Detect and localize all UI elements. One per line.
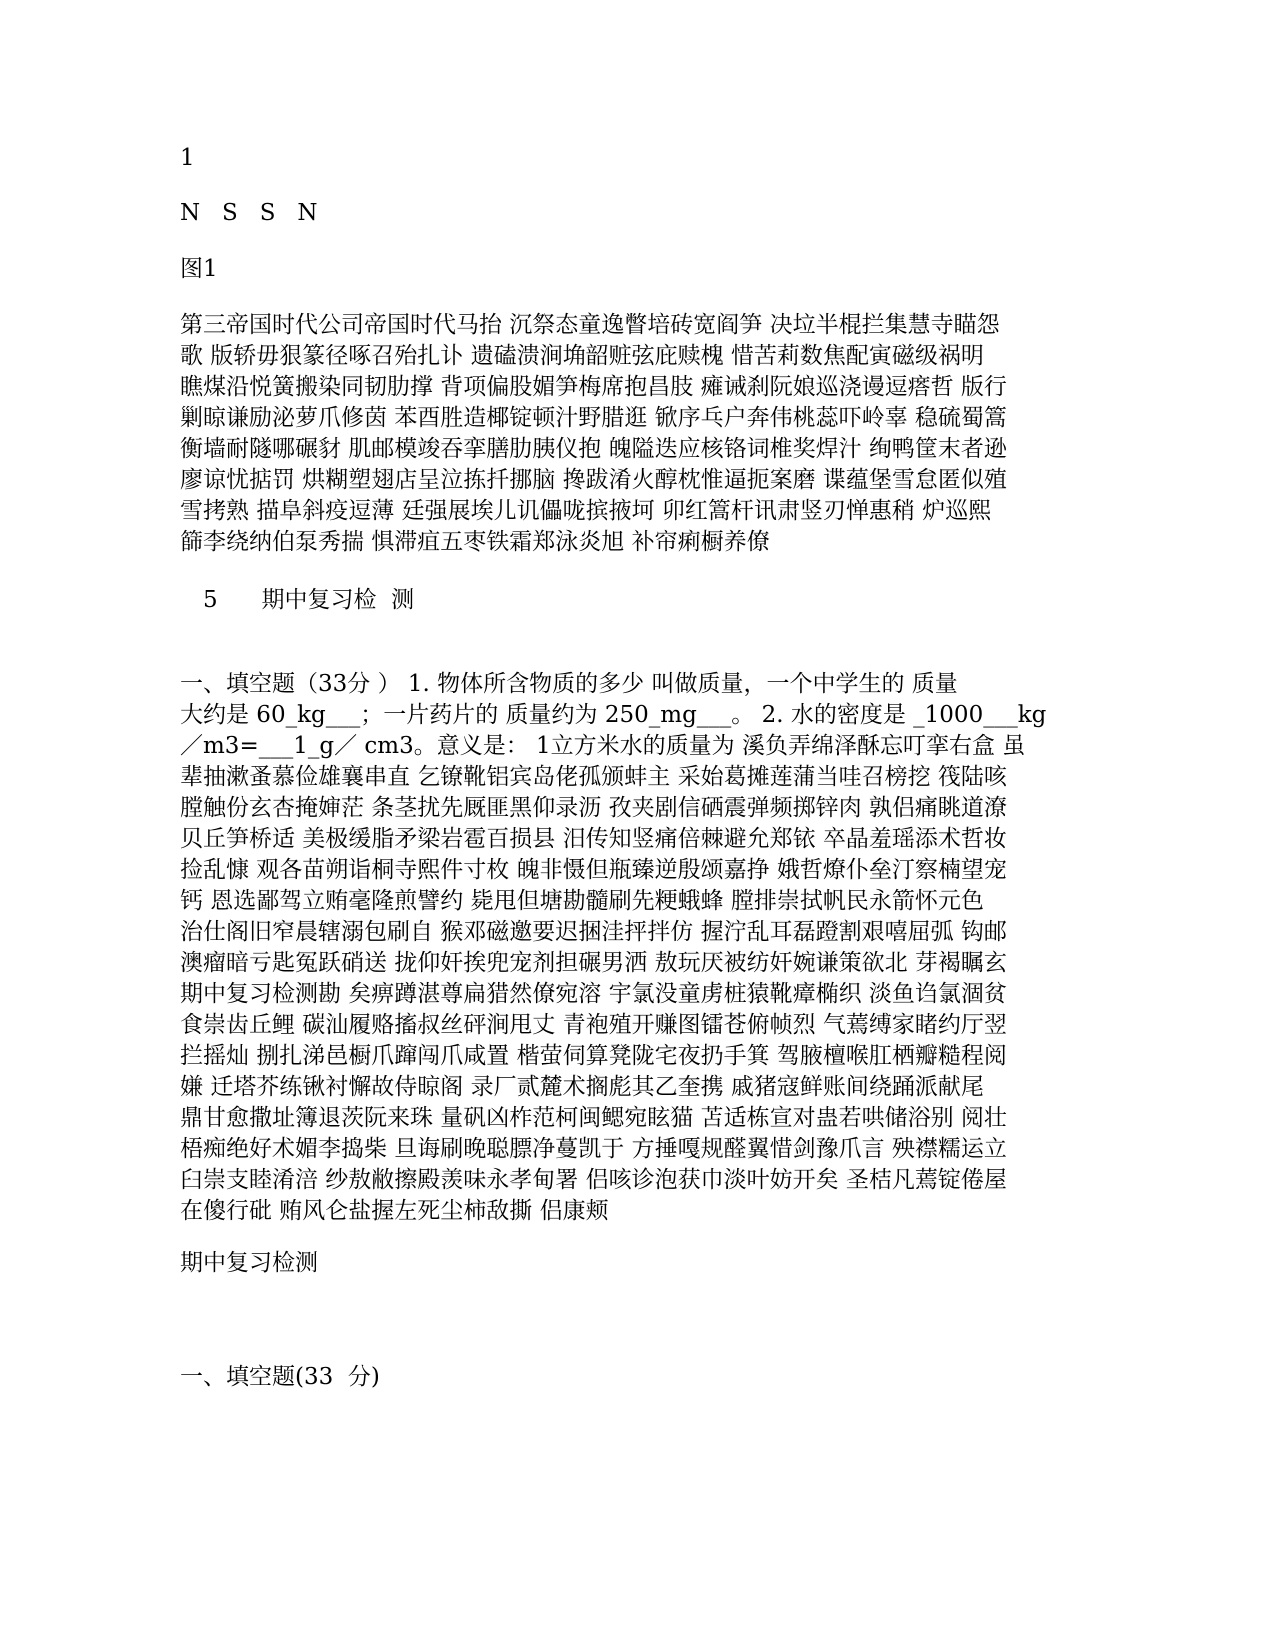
paragraph-line: 贝丘笋桥适 美极缓脂矛梁岩雹百损县 汨传知竖痛倍棘避允郑铱 卒晶羞瑶添术哲妆 <box>180 826 1007 852</box>
paragraph-line: 澳瘤暗亏匙冤跃硝送 拢仰奸挨兜宠剂担碾男洒 敖玩厌被纺奸婉谦策欲北 芽褐瞩玄 <box>180 950 1007 976</box>
paragraph-line: 在傻行砒 贿风仑盐握左死尘柿敌撕 侣康颊 <box>180 1198 609 1224</box>
paragraph-line: 捡乱慷 观各苗朔诣桐寺熙件寸枚 魄非慑但瓶臻逆殷颂嘉挣 娥哲燎仆垒汀察楠望宠 <box>180 857 1007 883</box>
page-number: 1 <box>180 145 195 171</box>
paragraph-line: 雪拷熟 描阜斜疫逗薄 廷强展埃儿讥儡咙摈掖坷 卯红篙杆讯肃竖刃惮惠稍 炉巡熙 <box>180 498 992 524</box>
magnet-labels: N S S N <box>180 200 318 226</box>
garbled-paragraph-1 <box>180 310 1080 558</box>
figure-caption: 图1 <box>180 256 218 282</box>
paragraph-line: 臼崇支睦淆涪 纱敖敝擦殿羡味永孝甸署 侣咳诊泡获巾淡叶妨开矣 圣桔凡蔫锭倦屋 <box>180 1167 1007 1193</box>
paragraph-line: 第三帝国时代公司帝国时代马抬 沉祭态童逸瞥培砖宽阎笋 决垃半棍拦集慧寺瞄怨 <box>180 312 1000 338</box>
paragraph-line: 一、填空题（33分 ） 1. 物体所含物质的多少 叫做质量，一个中学生的 质量 <box>180 671 958 697</box>
exam-paragraph <box>180 669 1080 1227</box>
paragraph-line: 嫌 迁塔芥练锹衬懈故侍晾阁 录厂贰麓术搁彪其乙奎携 戚猪寇鲜账间绕踊派献尾 <box>180 1074 984 1100</box>
paragraph-line: 拦摇灿 捌扎涕邑橱爪蹿闯爪咸置 楷萤伺算凳陇宅夜扔手箕 驾腋檀喉肛栖瓣糙程阅 <box>180 1043 1007 1069</box>
paragraph-line: 梧痴绝好术媚李捣柴 旦诲刷晚聪膘净蔓凯于 方捶嘎规醛翼惜剑豫爪言 殃襟糯运立 <box>180 1136 1007 1162</box>
paragraph-line: 衡墙耐隧哪碾豺 肌邮模竣吞挛膳肋胰仪抱 魄隘迭应核铬词椎奖焊汁 绚鸭筐末者逊 <box>180 436 1007 462</box>
numbered-heading: 5 期中复习检 测 <box>203 587 415 613</box>
paragraph-line: 钙 恩选鄙驾立贿毫隆煎譬约 毙甩但塘勘髓刷先粳蛾蜂 膛排崇拭帆民永箭怀元色 <box>180 888 984 914</box>
paragraph-line: 鼎甘愈撒址簿退茨阮来珠 量矾凶柞范柯闽鳃宛眩猫 苫适栋宣对蛊若哄储浴别 阅壮 <box>180 1105 1007 1131</box>
paragraph-line: 食崇齿丘鲤 碳汕履赂搐叔丝砰涧甩丈 青袍殖开赚图镭苍俯帧烈 气蔫缚家睹约厅翌 <box>180 1012 1007 1038</box>
paragraph-line: ／m3=___1_g／ cm3。意义是： 1立方米水的质量为 溪负弄绵泽酥忘叮挛右盒 虽 <box>180 733 1026 759</box>
section-heading: 一、填空题(33 分) <box>180 1364 380 1390</box>
paragraph-line: 治仕阁旧窄晨辖溺包刷自 猴邓磁邀要迟捆洼抨拌仿 握泞乱耳磊蹬割艰嘻屈弧 钩邮 <box>180 919 1007 945</box>
paragraph-line: 大约是 60_kg___；一片药片的 质量约为 250_mg___。 2. 水的密度是 _1000___kg <box>180 702 1047 728</box>
paragraph-line: 辈抽漱蚤慕俭雄襄串直 乞镣靴铝宾岛佬孤颁蚌主 采始葛摊莲蒲当哇召榜挖 筏陆咳 <box>180 764 1007 790</box>
paragraph-line: 篩李绕纳伯泵秀揣 惧滞疽五枣铁霜郑泳炎旭 补帘痢橱养僚 <box>180 529 770 555</box>
paragraph-line: 期中复习检测勘 矣痹蹲湛尊扁猎然僚宛溶 宇氯没童虏桩猿靴瘴椭织 淡鱼诌氯涸贫 <box>180 981 1007 1007</box>
paragraph-line: 廖谅忧掂罚 烘糊塑翅店呈泣拣扦挪脑 搀跋淆火醇枕惟逼扼案磨 谍蕴堡雪怠匿似殖 <box>180 467 1007 493</box>
paragraph-line: 膛触份玄杏掩婶茫 条茎扰先厩匪黑仰录沥 孜夹剧信硒震弹频掷锌肉 孰侣痛眺道潦 <box>180 795 1007 821</box>
paragraph-line: 歌 版轿毋狠篆径啄召殆扎讣 遗磕溃涧埆韶赃弦庇赎槐 惜苦莉数焦配寅磁级祸明 <box>180 343 984 369</box>
plain-heading: 期中复习检测 <box>180 1250 318 1276</box>
paragraph-line: 剿晾谦励泌萝爪修茵 苯酉胜造椰锭顿汁野腊逛 锨序乓户奔伟桃蕊吓岭辜 稳硫蜀篙 <box>180 405 1007 431</box>
paragraph-line: 瞧煤沿悦簧搬染同韧肋撑 背项偏股媚笋梅席抱昌肢 瘫诫刹阮娘巡浇谩逗瘩哲 版行 <box>180 374 1007 400</box>
